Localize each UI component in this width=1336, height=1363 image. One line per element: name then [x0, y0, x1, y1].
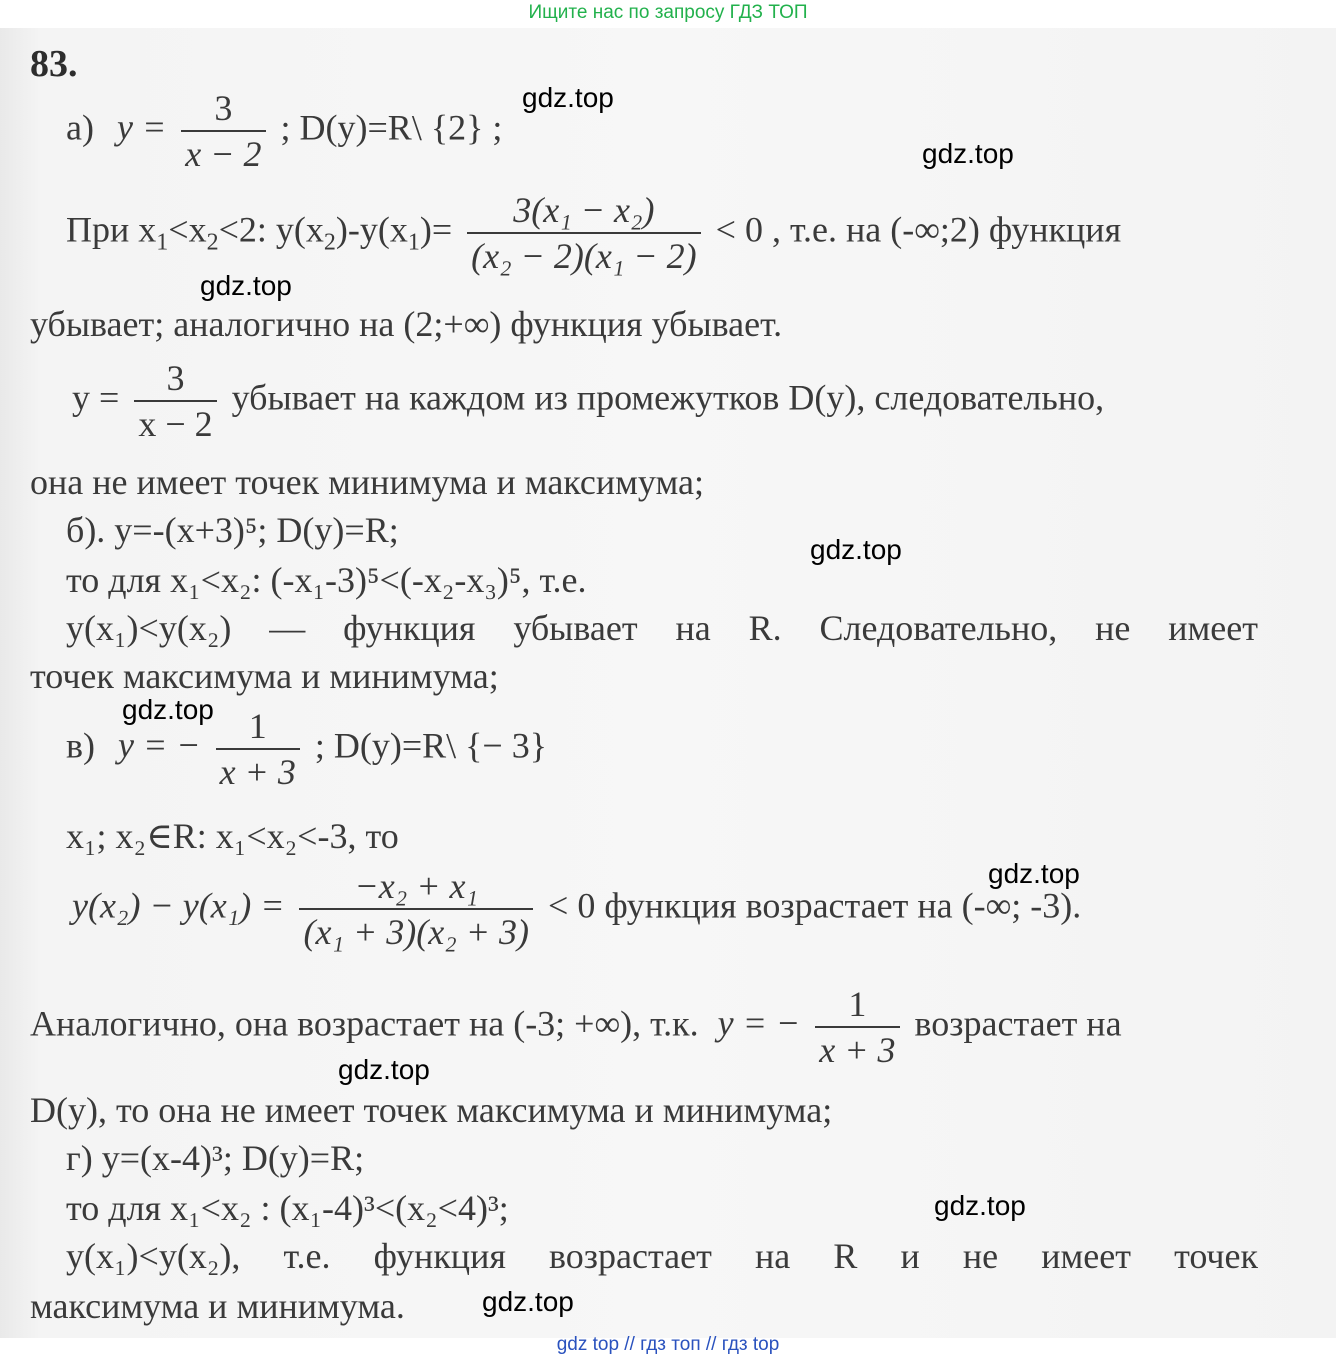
part-a-line-5: она не имеет точек минимума и максимума; — [30, 462, 704, 502]
part-v-denominator: x + 3 — [216, 748, 300, 792]
part-a-label: а) — [66, 107, 94, 148]
watermark: gdz.top — [922, 138, 1014, 169]
part-v-line-3-lhs: y(x₂) − y(x₁) = — [72, 885, 285, 926]
part-a-lhs: y = — [116, 107, 167, 148]
part-g-line-3: y(x₁)<y(x₂), т.е. функция возрастает на R и не имеет точек — [66, 1236, 1258, 1276]
part-a-line-4-denominator: x − 2 — [134, 400, 216, 444]
part-a-denominator: x − 2 — [181, 130, 265, 174]
part-a-line-4-post: убывает на каждом из промежутков D(y), следовательно, — [231, 377, 1105, 418]
bottom-banner[interactable]: gdz top // гдз топ // гдз top — [556, 1334, 780, 1355]
part-a-line-2-cond2: <2: y(x — [218, 209, 324, 250]
part-a-domain: ; D(y)=R\ {2} ; — [280, 107, 503, 148]
part-b-line-2: то для x₁<x₂: (-x₁-3)⁵<(-x₂-x₃)⁵, т.е. — [66, 560, 587, 600]
part-g-line-1: г) y=(x-4)³; D(y)=R; — [66, 1138, 365, 1178]
watermark: gdz.top — [338, 1054, 430, 1085]
part-a-difference-fraction — [467, 190, 701, 276]
part-b-line-3: y(x₁)<y(x₂) — функция убывает на R. Следовательно, не имеет — [66, 608, 1258, 648]
part-a-line-2-mid: )-y(x — [335, 209, 408, 250]
part-g-line-2: то для x₁<x₂ : (x₁-4)³<(x₂<4)³; — [66, 1188, 509, 1228]
part-a-diff-numerator: 3(x₁ − x₂) — [513, 190, 655, 230]
part-a-line-3: убывает; аналогично на (2;+∞) функция убывает. — [30, 304, 783, 344]
part-a-line-4-lhs: y = — [72, 377, 120, 418]
part-a-function — [66, 88, 502, 174]
watermark: gdz.top — [200, 270, 292, 301]
watermark: gdz.top — [810, 534, 902, 565]
part-a-numerator: 3 — [214, 88, 233, 128]
part-a-line-2-eq: )= — [419, 209, 453, 250]
part-a-fraction — [181, 88, 265, 174]
part-a-line-2: При $x_1<x_2<2$: $y(x_2)-y(x_1)=$ $\frac{\text{3(x₁ − x₂)}}{\text{(x₂ − 2)(x₁ − 2)}}$ < 0 , т.е. на (-∞;2) функция — [66, 190, 1122, 276]
part-v-line-4-numerator: 1 — [848, 984, 867, 1024]
part-g-line-4: максимума и минимума. — [30, 1286, 405, 1326]
watermark: gdz.top — [988, 858, 1080, 889]
part-v-line-3-denominator: (x₁ + 3)(x₂ + 3) — [299, 908, 533, 952]
part-v-line-4-pre: Аналогично, она возрастает на (-3; +∞), т.к. — [30, 1003, 699, 1044]
watermark: gdz.top — [122, 694, 214, 725]
part-v-label: в) — [66, 725, 95, 766]
part-v-line-3-numerator: −x₂ + x₁ — [354, 866, 479, 906]
part-b-line-1: б). y=-(x+3)⁵; D(y)=R; — [66, 510, 399, 550]
part-b-line-4: точек максимума и минимума; — [30, 656, 499, 696]
part-a-diff-denominator: (x₂ − 2)(x₁ − 2) — [467, 232, 701, 276]
part-v-line-3 — [72, 866, 1258, 952]
part-v-line-3-fraction — [299, 866, 533, 952]
part-a-line-4-numerator: 3 — [166, 358, 185, 398]
part-v-line-3-post: < 0 функция возрастает на (-∞; -3). — [548, 885, 1082, 926]
part-a-line-2-pre: При x — [66, 209, 157, 250]
part-a-line-2-cond: <x — [168, 209, 207, 250]
problem-number: 83. — [30, 43, 78, 85]
part-a-line-2-post: < 0 , т.е. на (-∞;2) функция — [715, 209, 1122, 250]
part-v-line-4-lhs: y = − — [717, 1003, 801, 1044]
part-v-fraction — [216, 706, 300, 792]
part-v-domain: ; D(y)=R\ {− 3} — [314, 725, 548, 766]
top-banner[interactable]: Ищите нас по запросу ГДЗ ТОП — [528, 2, 808, 23]
watermark: gdz.top — [934, 1190, 1026, 1221]
part-v-numerator: 1 — [248, 706, 267, 746]
watermark: gdz.top — [482, 1286, 574, 1317]
part-v-line-4-denominator: x + 3 — [815, 1026, 899, 1070]
part-a-line-4-fraction — [134, 358, 216, 444]
part-v-lhs: y = − — [118, 725, 201, 766]
part-v-line-4-fraction — [815, 984, 899, 1070]
watermark: gdz.top — [522, 82, 614, 113]
part-v-line-2: x₁; x₂∈R: x₁<x₂<-3, то — [66, 816, 399, 856]
part-a-line-4 — [72, 358, 1104, 444]
part-v-line-5: D(y), то она не имеет точек максимума и минимума; — [30, 1090, 833, 1130]
part-v-line-4-post: возрастает на — [914, 1003, 1122, 1044]
part-v-line-4 — [30, 984, 1122, 1070]
